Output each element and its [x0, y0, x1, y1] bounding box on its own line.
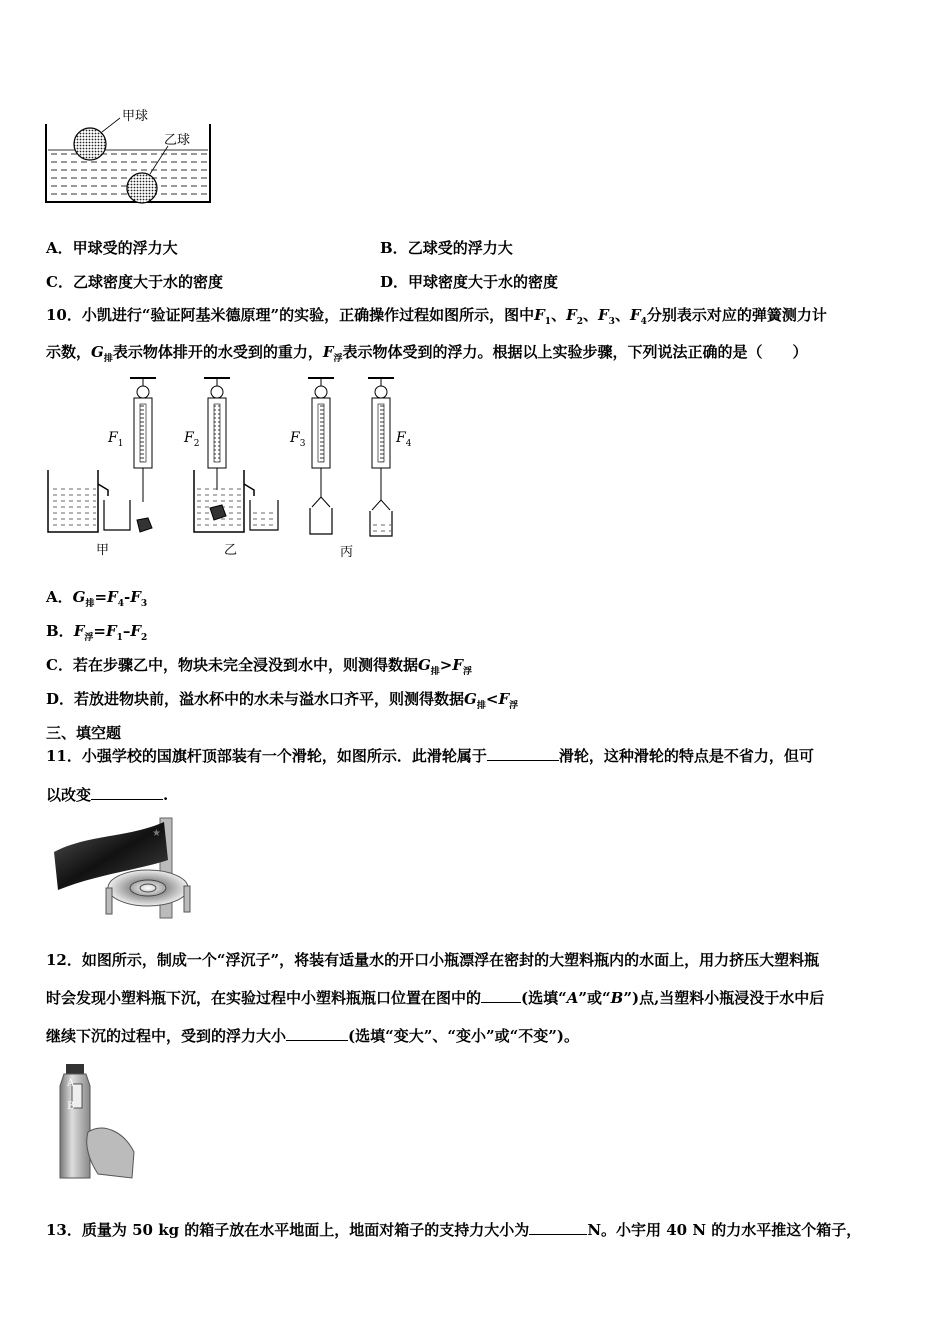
cap — [66, 1064, 84, 1074]
answer-blank[interactable] — [487, 746, 559, 761]
scale-2 — [204, 378, 230, 490]
q10-option-d: D．若放进物块前，溢水杯中的水未与溢水口齐平，则测得数据$G_排<F_浮$ — [46, 690, 519, 711]
setup-bing — [310, 497, 392, 536]
q9-option-b: B．乙球受的浮力大 — [380, 239, 513, 257]
scale-4 — [368, 378, 394, 500]
q11-line2: 以改变 . — [46, 786, 169, 804]
answer-blank[interactable] — [91, 785, 163, 800]
label-F1: $F_1$ — [108, 430, 124, 449]
scale-1 — [130, 378, 156, 502]
q9-option-a: A．甲球受的浮力大 — [46, 239, 178, 257]
q12-line3: 继续下沉的过程中，受到的浮力大小 (选填“变大”、“变小”或“不变”)。 — [46, 1027, 579, 1045]
hand — [87, 1128, 134, 1178]
ball-yi — [127, 173, 157, 203]
q10-option-a: A．$G_排=F_4-F_3$ — [46, 588, 148, 609]
svg-text:★: ★ — [152, 828, 161, 839]
label-F3: $F_3$ — [290, 430, 306, 449]
answer-blank[interactable] — [481, 988, 521, 1003]
label-jia: 甲球 — [122, 109, 149, 124]
answer-blank[interactable] — [529, 1220, 587, 1235]
label-F2: $F_2$ — [184, 430, 200, 449]
q10-stem-line1: 10．小凯进行“验证阿基米德原理”的实验，正确操作过程如图所示，图中$F_1$、$F_2$、$F_3$、$F_4$分别表示对应的弹簧测力计 — [46, 306, 827, 327]
q9-figure — [40, 102, 220, 212]
q12-line2: 时会发现小塑料瓶下沉，在实验过程中小塑料瓶瓶口位置在图中的 (选填“A”或“B”)点,当塑料小瓶浸没于水中后 — [46, 989, 825, 1007]
q12-figure — [54, 1062, 136, 1180]
setup-yi — [194, 470, 278, 532]
label-A: A — [67, 1078, 75, 1089]
label-F4: $F_4$ — [396, 430, 412, 449]
q10-stem-line2: 示数，$G_排$表示物体排开的水受到的重力，$F_浮$表示物体受到的浮力。根据以上实验步骤，下列说法正确的是（ ） — [46, 343, 808, 364]
q10-option-b: B．$F_浮=F_1-F_2$ — [46, 622, 148, 643]
q9-option-c: C．乙球密度大于水的密度 — [46, 273, 223, 291]
q12-line1: 12．如图所示，制成一个“浮沉子”，将装有适量水的开口小瓶漂浮在密封的大塑料瓶内的水面上，用力挤压大塑料瓶 — [46, 951, 820, 969]
caption-jia: 甲 — [96, 543, 110, 558]
answer-blank[interactable] — [286, 1026, 348, 1041]
section-title: 三、填空题 — [46, 724, 122, 742]
ball-jia — [74, 128, 106, 160]
label-B: B — [67, 1101, 75, 1112]
q11-line1: 11．小强学校的国旗杆顶部装有一个滑轮，如图所示．此滑轮属于 滑轮，这种滑轮的特点是不省力，但可 — [46, 747, 814, 765]
q9-option-d: D．甲球密度大于水的密度 — [380, 273, 559, 291]
setup-jia — [48, 470, 152, 532]
caption-bing: 丙 — [340, 545, 354, 560]
q10-figure — [44, 372, 424, 562]
pulley — [108, 870, 188, 906]
q10-option-c: C．若在步骤乙中，物块未完全浸没到水中，则测得数据$G_排>F_浮$ — [46, 656, 473, 677]
scale-3 — [308, 378, 334, 497]
q11-figure — [48, 816, 194, 920]
caption-yi: 乙 — [224, 543, 238, 558]
q13-line1: 13．质量为 50 kg 的箱子放在水平地面上，地面对箱子的支持力大小为 N。小宇用 40 N 的力水平推这个箱子， — [46, 1221, 862, 1239]
label-yi: 乙球 — [164, 133, 191, 148]
